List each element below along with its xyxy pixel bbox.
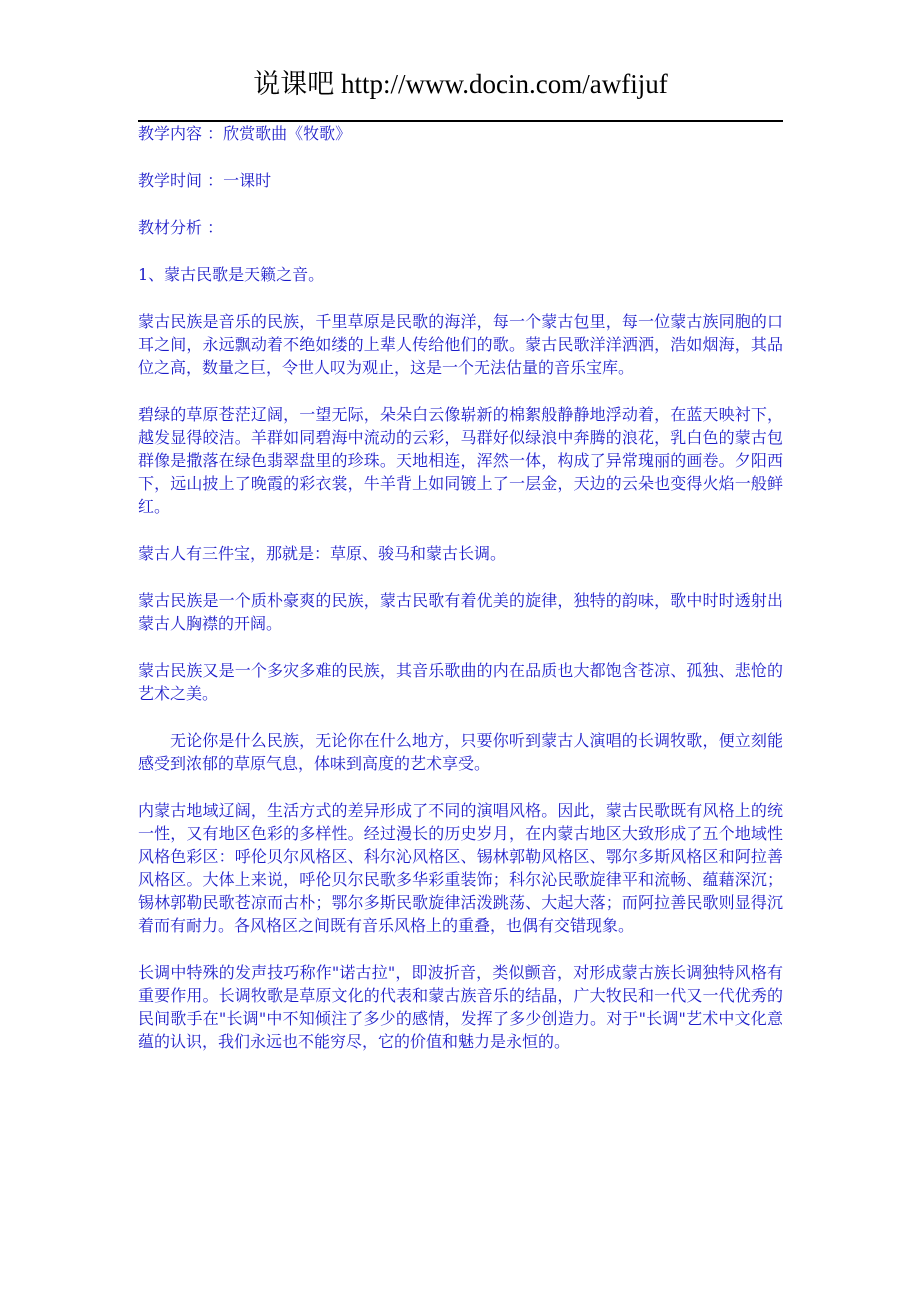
paragraph-5: 蒙古民族又是一个多灾多难的民族，其音乐歌曲的内在品质也大都饱含苍凉、孤独、悲怆的艺术之美。 bbox=[138, 661, 783, 703]
material-analysis-line: 教材分析 ： bbox=[138, 218, 224, 237]
teaching-time-line: 教学时间 ：一课时 bbox=[138, 171, 272, 190]
document-body bbox=[138, 118, 783, 1053]
paragraph-3: 蒙古人有三件宝，那就是：草原、骏马和蒙古长调。 bbox=[138, 544, 507, 563]
paragraph-7: 内蒙古地域辽阔，生活方式的差异形成了不同的演唱风格。因此，蒙古民歌既有风格上的统一性，又有地区色彩的多样性。经过漫长的历史岁月，在内蒙古地区大致形成了五个地域性风格色彩区：呼伦贝尔风格区、科尔沁风格区、锡林郭勒风格区、鄂尔多斯风格区和阿拉善风格区。大体上来说，呼伦贝尔民歌多华彩重装饰；科尔沁民歌旋律平和流畅、蕴藉深沉；锡林郭勒民歌苍凉而古朴；鄂尔多斯民歌旋律活泼跳荡、大起大落；而阿拉善民歌则显得沉着而有耐力。各风格区之间既有音乐风格上的重叠，也偶有交错现象。 bbox=[138, 801, 783, 935]
paragraph-1: 蒙古民族是音乐的民族，千里草原是民歌的海洋，每一个蒙古包里，每一位蒙古族同胞的口耳之间，永远飘动着不绝如缕的上辈人传给他们的歌。蒙古民歌洋洋洒洒，浩如烟海，其品位之高，数量之巨，令世人叹为观止，这是一个无法估量的音乐宝库。 bbox=[138, 312, 783, 377]
paragraph-6: 无论你是什么民族，无论你在什么地方，只要你听到蒙古人演唱的长调牧歌，便立刻能感受到浓郁的草原气息，体味到高度的艺术享受。 bbox=[138, 731, 783, 773]
page-header-title: 说课吧 http://www.docin.com/awfijuf bbox=[253, 69, 668, 99]
paragraph-2: 碧绿的草原苍茫辽阔，一望无际，朵朵白云像崭新的棉絮般静静地浮动着，在蓝天映衬下，越发显得皎洁。羊群如同碧海中流动的云彩，马群好似绿浪中奔腾的浪花，乳白色的蒙古包群像是撒落在绿色翡翠盘里的珍珠。天地相连，浑然一体，构成了异常瑰丽的画卷。夕阳西下，远山披上了晚霞的彩衣裳，牛羊背上如同镀上了一层金，天边的云朵也变得火焰一般鲜红。 bbox=[138, 405, 783, 516]
teaching-content-line: 教学内容 ：欣赏歌曲《牧歌》 bbox=[138, 124, 352, 143]
paragraph-8: 长调中特殊的发声技巧称作"诺古拉"，即波折音，类似颤音，对形成蒙古族长调独特风格有重要作用。长调牧歌是草原文化的代表和蒙古族音乐的结晶，广大牧民和一代又一代优秀的民间歌手在"长调"中不知倾注了多少的感情，发挥了多少创造力。对于"长调"艺术中文化意蕴的认识，我们永远也不能穷尽，它的价值和魅力是永恒的。 bbox=[138, 963, 783, 1051]
paragraph-4: 蒙古民族是一个质朴豪爽的民族，蒙古民歌有着优美的旋律，独特的韵味，歌中时时透射出蒙古人胸襟的开阔。 bbox=[138, 591, 783, 633]
section-heading-1: 1、蒙古民歌是天籁之音。 bbox=[138, 265, 325, 284]
